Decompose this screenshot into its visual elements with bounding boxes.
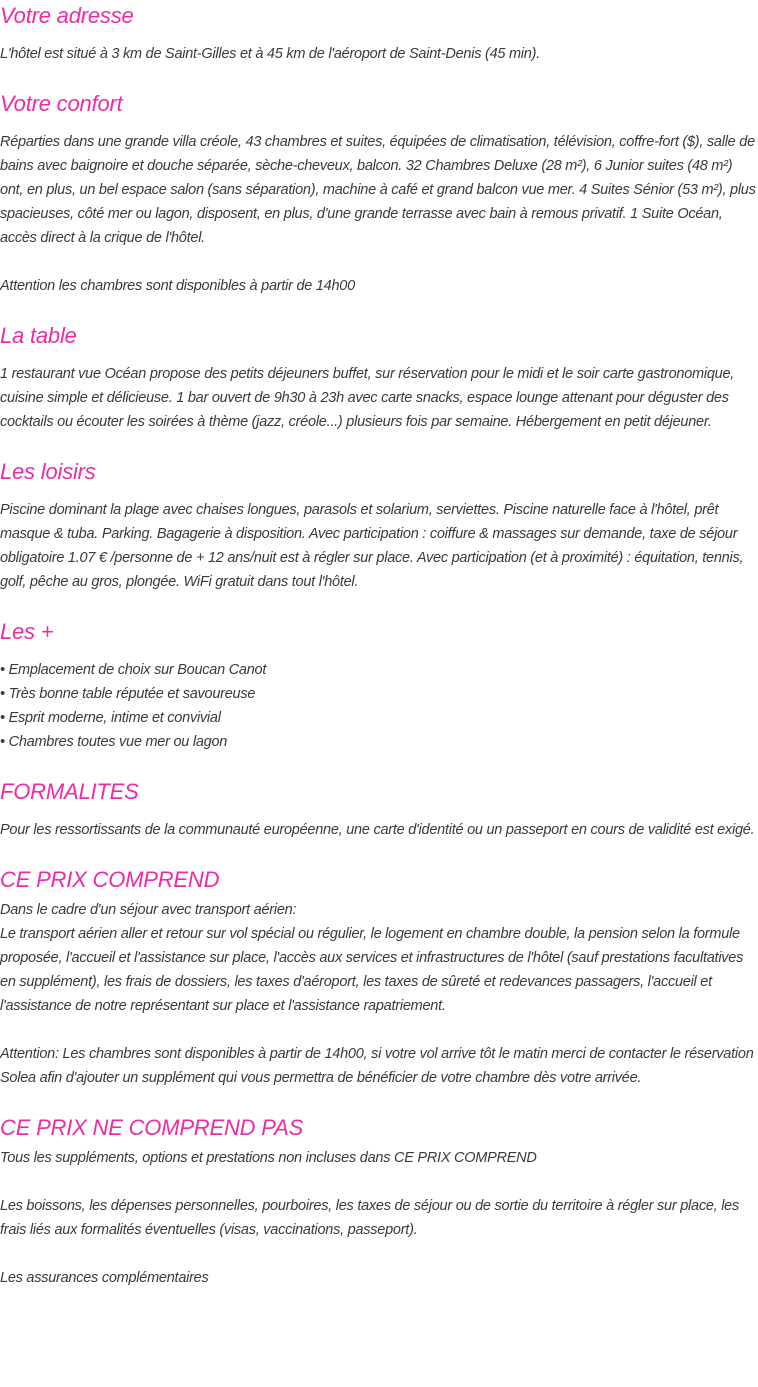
- excludes-line3: Les assurances complémentaires: [0, 1270, 209, 1286]
- excludes-line1: Tous les suppléments, options et prestations non incluses dans CE PRIX COMPREND: [0, 1150, 537, 1166]
- formalities-title: FORMALITES: [0, 779, 139, 804]
- comfort-title: Votre confort: [0, 91, 123, 116]
- excludes-line2: Les boissons, les dépenses personnelles, pourboires, les taxes de séjour ou de sortie du territoire à régler sur place, les frais liés aux formalités éventuelles (visas, vaccinations, passeport).: [0, 1198, 739, 1238]
- includes-intro: Dans le cadre d'un séjour avec transport aérien:: [0, 902, 297, 918]
- leisure-section: [0, 456, 758, 594]
- list-item: • Emplacement de choix sur Boucan Canot: [0, 662, 267, 678]
- comfort-section: [0, 88, 758, 298]
- address-text: L'hôtel est situé à 3 km de Saint-Gilles et à 45 km de l'aéroport de Saint-Denis (45 min).: [0, 46, 540, 62]
- table-section: [0, 320, 758, 434]
- includes-title: CE PRIX COMPREND: [0, 867, 220, 892]
- includes-note: Attention: Les chambres sont disponibles à partir de 14h00, si votre vol arrive tôt le matin merci de contacter le réservation Solea afin d'ajouter un supplément qui vous permettra de bénéficier de votre chambre dès votre arrivée.: [0, 1046, 754, 1086]
- list-item: • Esprit moderne, intime et convivial: [0, 710, 221, 726]
- excludes-title: CE PRIX NE COMPREND PAS: [0, 1115, 304, 1140]
- formalities-section: [0, 776, 758, 842]
- comfort-note: Attention les chambres sont disponibles à partir de 14h00: [0, 278, 355, 294]
- plus-title: Les +: [0, 619, 54, 644]
- address-title: Votre adresse: [0, 3, 134, 28]
- excludes-section: [0, 1112, 758, 1290]
- leisure-title: Les loisirs: [0, 459, 96, 484]
- comfort-text: Réparties dans une grande villa créole, 43 chambres et suites, équipées de climatisation, télévision, coffre-fort ($), salle de bains avec baignoire et douche séparée, sèche-cheveux, balcon. 32 Chambres Deluxe (28 m²), 6 Junior suites (48 m²) ont, en plus, un bel espace salon (sans séparation), machine à café et grand balcon vue mer. 4 Suites Sénior (53 m²), plus spacieuses, côté mer ou lagon, disposent, en plus, d'une grande terrasse avec bain à remous privatif. 1 Suite Océan, accès direct à la crique de l'hôtel.: [0, 134, 756, 246]
- address-section: [0, 0, 758, 66]
- list-item: • Très bonne table réputée et savoureuse: [0, 686, 256, 702]
- list-item: • Chambres toutes vue mer ou lagon: [0, 734, 228, 750]
- includes-text: Le transport aérien aller et retour sur vol spécial ou régulier, le logement en chambre double, la pension selon la formule proposée, l'accueil et l'assistance sur place, l'accès aux services et infrastructures de l'hôtel (sauf prestations facultatives en supplément), les frais de dossiers, les taxes d'aéroport, les taxes de sûreté et redevances passagers, l'accueil et l'assistance de notre représentant sur place et l'assistance rapatriement.: [0, 926, 744, 1014]
- table-title: La table: [0, 323, 77, 348]
- formalities-text: Pour les ressortissants de la communauté européenne, une carte d'identité ou un passeport en cours de validité est exigé.: [0, 822, 755, 838]
- plus-section: [0, 616, 758, 754]
- table-text: 1 restaurant vue Océan propose des petits déjeuners buffet, sur réservation pour le midi et le soir carte gastronomique, cuisine simple et délicieuse. 1 bar ouvert de 9h30 à 23h avec carte snacks, espace lounge attenant pour déguster des cocktails ou écouter les soirées à thème (jazz, créole...) plusieurs fois par semaine. Hébergement en petit déjeuner.: [0, 366, 735, 430]
- includes-section: [0, 864, 758, 1090]
- leisure-text: Piscine dominant la plage avec chaises longues, parasols et solarium, serviettes. Piscine naturelle face à l'hôtel, prêt masque & tuba. Parking. Bagagerie à disposition. Avec participation : coiffure & massages sur demande, taxe de séjour obligatoire 1.07 € /personne de + 12 ans/nuit est à régler sur place. Avec participation (et à proximité) : équitation, tennis, golf, pêche au gros, plongée. WiFi gratuit dans tout l'hôtel.: [0, 502, 744, 590]
